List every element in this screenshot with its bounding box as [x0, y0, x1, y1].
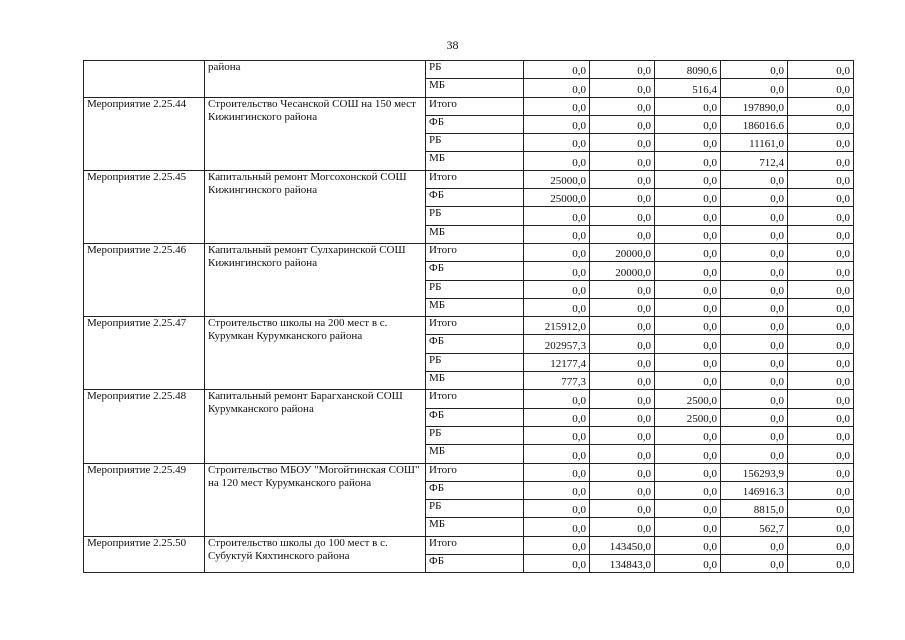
value-cell: 2500,0: [655, 390, 721, 408]
funding-source-cell: МБ: [426, 445, 524, 463]
value-cell: 712,4: [721, 152, 788, 170]
value-cell: 0,0: [721, 317, 788, 335]
value-cell: 0,0: [524, 426, 590, 444]
funding-source-cell: РБ: [426, 500, 524, 518]
value-cell: 0,0: [590, 134, 655, 152]
value-cell: 0,0: [524, 481, 590, 499]
value-cell: 11161,0: [721, 134, 788, 152]
value-cell: 0,0: [524, 555, 590, 573]
value-cell: 0,0: [721, 280, 788, 298]
value-cell: 0,0: [788, 518, 854, 536]
funding-source-cell: ФБ: [426, 262, 524, 280]
value-cell: 0,0: [590, 61, 655, 79]
funding-source-cell: РБ: [426, 353, 524, 371]
measure-name-cell: Капитальный ремонт Сулхаринской СОШ Кижингинского района: [205, 243, 426, 316]
value-cell: 20000,0: [590, 243, 655, 261]
value-cell: 0,0: [788, 189, 854, 207]
value-cell: 0,0: [788, 536, 854, 554]
measure-label-cell: Мероприятие 2.25.46: [84, 243, 205, 316]
value-cell: 0,0: [788, 445, 854, 463]
value-cell: 0,0: [655, 445, 721, 463]
value-cell: 0,0: [524, 79, 590, 97]
value-cell: 0,0: [788, 372, 854, 390]
value-cell: 0,0: [788, 500, 854, 518]
value-cell: 0,0: [655, 353, 721, 371]
value-cell: 0,0: [590, 463, 655, 481]
value-cell: 0,0: [524, 262, 590, 280]
funding-source-cell: ФБ: [426, 481, 524, 499]
value-cell: 2500,0: [655, 408, 721, 426]
value-cell: 0,0: [788, 463, 854, 481]
funding-source-cell: РБ: [426, 61, 524, 79]
value-cell: 215912,0: [524, 317, 590, 335]
funding-source-cell: РБ: [426, 207, 524, 225]
funding-source-cell: Итого: [426, 463, 524, 481]
funding-source-cell: Итого: [426, 97, 524, 115]
value-cell: 0,0: [721, 243, 788, 261]
value-cell: 8815,0: [721, 500, 788, 518]
value-cell: 0,0: [524, 463, 590, 481]
value-cell: 0,0: [590, 481, 655, 499]
value-cell: 0,0: [590, 225, 655, 243]
value-cell: 143450,0: [590, 536, 655, 554]
value-cell: 20000,0: [590, 262, 655, 280]
funding-source-cell: ФБ: [426, 408, 524, 426]
funding-source-cell: МБ: [426, 79, 524, 97]
value-cell: 0,0: [655, 555, 721, 573]
value-cell: 0,0: [655, 225, 721, 243]
value-cell: 0,0: [524, 152, 590, 170]
value-cell: 0,0: [721, 225, 788, 243]
value-cell: 0,0: [655, 298, 721, 316]
table-row: [84, 317, 854, 335]
value-cell: 0,0: [788, 115, 854, 133]
value-cell: 0,0: [524, 225, 590, 243]
value-cell: 0,0: [721, 372, 788, 390]
measure-label-cell: Мероприятие 2.25.50: [84, 536, 205, 573]
value-cell: 0,0: [788, 134, 854, 152]
value-cell: 0,0: [590, 335, 655, 353]
value-cell: 0,0: [788, 555, 854, 573]
value-cell: 0,0: [590, 79, 655, 97]
budget-table: [83, 60, 854, 573]
value-cell: 0,0: [655, 317, 721, 335]
value-cell: 0,0: [721, 445, 788, 463]
value-cell: 0,0: [655, 262, 721, 280]
value-cell: 0,0: [721, 262, 788, 280]
value-cell: 0,0: [524, 134, 590, 152]
value-cell: 146916.3: [721, 481, 788, 499]
funding-source-cell: МБ: [426, 518, 524, 536]
value-cell: 0,0: [788, 152, 854, 170]
value-cell: 0,0: [590, 189, 655, 207]
page-number: 38: [446, 38, 459, 52]
value-cell: 0,0: [655, 481, 721, 499]
value-cell: 0,0: [788, 170, 854, 188]
funding-source-cell: МБ: [426, 225, 524, 243]
value-cell: 0,0: [590, 390, 655, 408]
funding-source-cell: МБ: [426, 298, 524, 316]
value-cell: 0,0: [655, 243, 721, 261]
value-cell: 0,0: [590, 115, 655, 133]
value-cell: 186016.6: [721, 115, 788, 133]
value-cell: 12177,4: [524, 353, 590, 371]
value-cell: 0,0: [655, 426, 721, 444]
value-cell: 0,0: [590, 372, 655, 390]
table-row: [84, 170, 854, 188]
funding-source-cell: Итого: [426, 390, 524, 408]
value-cell: 0,0: [655, 134, 721, 152]
value-cell: 0,0: [655, 97, 721, 115]
table-row: [84, 536, 854, 554]
value-cell: 0,0: [788, 262, 854, 280]
funding-source-cell: ФБ: [426, 189, 524, 207]
value-cell: 0,0: [524, 207, 590, 225]
funding-source-cell: РБ: [426, 280, 524, 298]
value-cell: 0,0: [788, 390, 854, 408]
value-cell: 134843,0: [590, 555, 655, 573]
value-cell: 0,0: [721, 390, 788, 408]
value-cell: 0,0: [655, 335, 721, 353]
value-cell: 0,0: [788, 97, 854, 115]
measure-name-cell: Капитальный ремонт Барагханской СОШ Курумканского района: [205, 390, 426, 463]
table-row: [84, 390, 854, 408]
value-cell: 0,0: [788, 335, 854, 353]
value-cell: 0,0: [721, 79, 788, 97]
value-cell: 0,0: [590, 207, 655, 225]
value-cell: 0,0: [788, 61, 854, 79]
value-cell: 0,0: [524, 390, 590, 408]
value-cell: 25000,0: [524, 189, 590, 207]
measure-name-cell: Строительство Чесанской СОШ на 150 мест Кижингинского района: [205, 97, 426, 170]
value-cell: 0,0: [590, 408, 655, 426]
value-cell: 0,0: [524, 445, 590, 463]
value-cell: 562,7: [721, 518, 788, 536]
funding-source-cell: Итого: [426, 536, 524, 554]
value-cell: 0,0: [788, 408, 854, 426]
value-cell: 516,4: [655, 79, 721, 97]
value-cell: 0,0: [788, 426, 854, 444]
value-cell: 0,0: [655, 115, 721, 133]
funding-source-cell: РБ: [426, 134, 524, 152]
funding-source-cell: Итого: [426, 317, 524, 335]
value-cell: 0,0: [655, 152, 721, 170]
value-cell: 0,0: [655, 500, 721, 518]
value-cell: 0,0: [788, 353, 854, 371]
value-cell: 0,0: [590, 445, 655, 463]
value-cell: 0,0: [721, 426, 788, 444]
measure-label-cell: Мероприятие 2.25.44: [84, 97, 205, 170]
value-cell: 0,0: [590, 426, 655, 444]
value-cell: 0,0: [721, 555, 788, 573]
funding-source-cell: Итого: [426, 243, 524, 261]
measure-label-cell: Мероприятие 2.25.45: [84, 170, 205, 243]
value-cell: 0,0: [655, 372, 721, 390]
value-cell: 8090,6: [655, 61, 721, 79]
value-cell: 197890,0: [721, 97, 788, 115]
measure-label-cell: Мероприятие 2.25.49: [84, 463, 205, 536]
value-cell: 0,0: [655, 170, 721, 188]
value-cell: 0,0: [655, 463, 721, 481]
value-cell: 0,0: [524, 280, 590, 298]
value-cell: 0,0: [524, 408, 590, 426]
value-cell: 0,0: [590, 500, 655, 518]
value-cell: 777,3: [524, 372, 590, 390]
measure-label-cell: [84, 61, 205, 98]
value-cell: 0,0: [590, 280, 655, 298]
table-row: [84, 61, 854, 79]
value-cell: 0,0: [524, 536, 590, 554]
value-cell: 0,0: [524, 518, 590, 536]
measure-label-cell: Мероприятие 2.25.48: [84, 390, 205, 463]
table-row: [84, 243, 854, 261]
value-cell: 0,0: [655, 189, 721, 207]
value-cell: 0,0: [721, 298, 788, 316]
measure-name-cell: Строительство МБОУ "Могойтинская СОШ" на 120 мест Курумканского района: [205, 463, 426, 536]
value-cell: 0,0: [655, 280, 721, 298]
value-cell: 0,0: [721, 408, 788, 426]
table-row: [84, 463, 854, 481]
value-cell: 0,0: [524, 243, 590, 261]
value-cell: 25000,0: [524, 170, 590, 188]
value-cell: 0,0: [590, 152, 655, 170]
value-cell: 0,0: [590, 317, 655, 335]
measure-label-cell: Мероприятие 2.25.47: [84, 317, 205, 390]
measure-name-cell: Строительство школы на 200 мест в с. Курумкан Курумканского района: [205, 317, 426, 390]
value-cell: 0,0: [590, 97, 655, 115]
value-cell: 0,0: [788, 225, 854, 243]
value-cell: 0,0: [655, 536, 721, 554]
table-row: [84, 97, 854, 115]
measure-name-cell: района: [205, 61, 426, 98]
value-cell: 0,0: [524, 115, 590, 133]
value-cell: 0,0: [524, 61, 590, 79]
table-body: [84, 61, 854, 573]
measure-name-cell: Капитальный ремонт Могсохонской СОШ Кижингинского района: [205, 170, 426, 243]
value-cell: 0,0: [788, 317, 854, 335]
value-cell: 0,0: [721, 61, 788, 79]
value-cell: 0,0: [524, 97, 590, 115]
value-cell: 0,0: [655, 518, 721, 536]
value-cell: 0,0: [721, 536, 788, 554]
funding-source-cell: РБ: [426, 426, 524, 444]
funding-source-cell: МБ: [426, 152, 524, 170]
value-cell: 0,0: [788, 243, 854, 261]
value-cell: 0,0: [721, 335, 788, 353]
value-cell: 0,0: [788, 481, 854, 499]
value-cell: 0,0: [788, 207, 854, 225]
value-cell: 0,0: [524, 298, 590, 316]
funding-source-cell: Итого: [426, 170, 524, 188]
value-cell: 0,0: [524, 500, 590, 518]
funding-source-cell: ФБ: [426, 115, 524, 133]
value-cell: 0,0: [721, 170, 788, 188]
measure-name-cell: Строительство школы до 100 мест в с. Субуктуй Кяхтинского района: [205, 536, 426, 573]
value-cell: 0,0: [721, 353, 788, 371]
value-cell: 0,0: [788, 298, 854, 316]
value-cell: 0,0: [721, 189, 788, 207]
value-cell: 156293,9: [721, 463, 788, 481]
value-cell: 0,0: [721, 207, 788, 225]
funding-source-cell: ФБ: [426, 335, 524, 353]
value-cell: 202957,3: [524, 335, 590, 353]
value-cell: 0,0: [590, 353, 655, 371]
value-cell: 0,0: [590, 170, 655, 188]
value-cell: 0,0: [590, 518, 655, 536]
value-cell: 0,0: [788, 79, 854, 97]
value-cell: 0,0: [590, 298, 655, 316]
value-cell: 0,0: [655, 207, 721, 225]
value-cell: 0,0: [788, 280, 854, 298]
funding-source-cell: МБ: [426, 372, 524, 390]
funding-source-cell: ФБ: [426, 555, 524, 573]
